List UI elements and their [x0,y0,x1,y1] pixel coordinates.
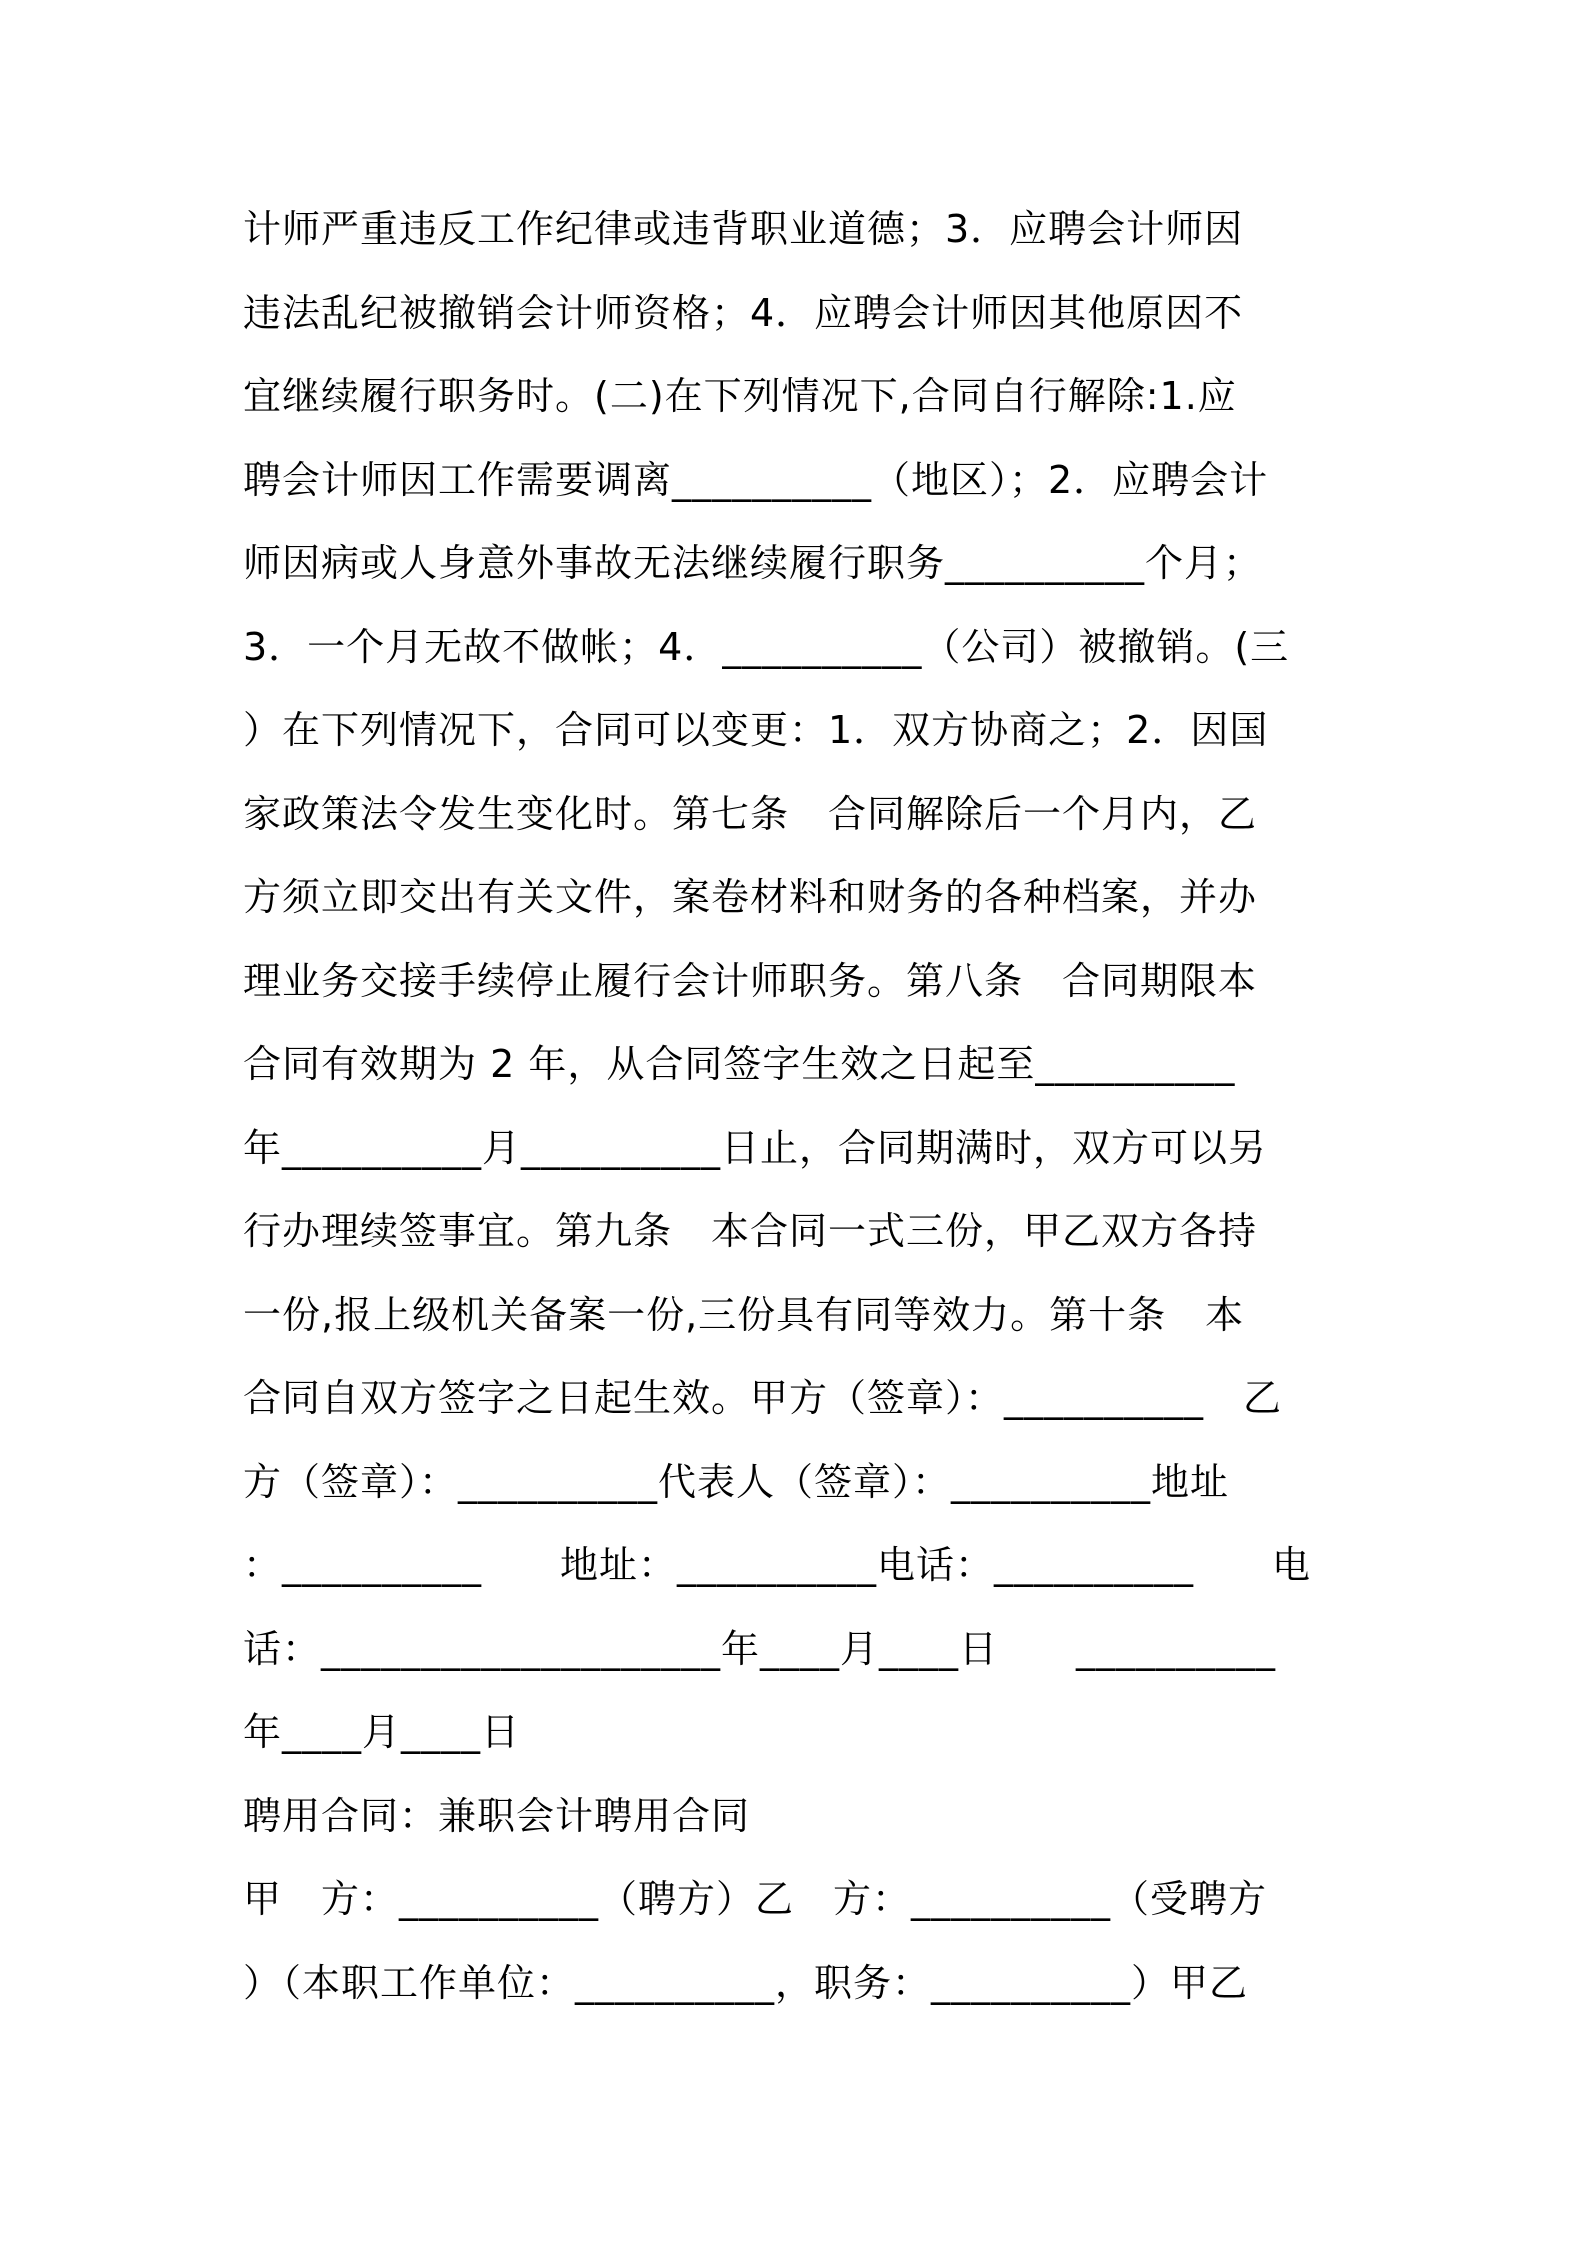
text-line: 聘会计师因工作需要调离__________（地区）；2．应聘会计 [243,457,1269,502]
text-line: 理业务交接手续停止履行会计师职务。第八条 合同期限本 [243,958,1258,1003]
text-line: ：__________ 地址：__________电话：__________ 电 [243,1543,1312,1587]
text-line: 行办理续签事宜。第九条 本合同一式三份，甲乙双方各持 [243,1209,1258,1253]
text-line: 年__________月__________日止，合同期满时，双方可以另 [243,1125,1268,1170]
text-line: 一份,报上级机关备案一份,三份具有同等效力。第十条 本 [243,1292,1245,1337]
text-line: 家政策法令发生变化时。第七条 合同解除后一个月内，乙 [243,791,1258,836]
text-line: ）（本职工作单位：__________，职务：__________）甲乙 [243,1960,1249,2005]
text-line: 年____月____日 [243,1710,521,1754]
text-line: 合同自双方签字之日起生效。甲方（签章）：__________ 乙 [243,1376,1283,1420]
text-line: 合同有效期为 2 年，从合同签字生效之日起至__________ [243,1042,1236,1086]
text-line: 方须立即交出有关文件，案卷材料和财务的各种档案，并办 [243,875,1258,919]
section-heading: 聘用合同：兼职会计聘用合同 [243,1793,751,1838]
text-line: ）在下列情况下，合同可以变更：1．双方协商之；2．因国 [243,708,1269,752]
text-line: 违法乱纪被撤销会计师资格；4．应聘会计师因其他原因不 [243,290,1244,335]
contract-text [243,188,1353,2025]
text-line: 方（签章）：__________代表人（签章）：__________地址 [243,1459,1230,1504]
text-line: 宜继续履行职务时。(二)在下列情况下,合同自行解除:1.应 [243,374,1237,418]
text-line: 3．一个月无故不做帐；4．__________（公司）被撤销。(三 [243,624,1290,669]
text-line: 话：____________________年____月____日 __________ [243,1626,1277,1671]
text-line: 计师严重违反工作纪律或违背职业道德；3．应聘会计师因 [243,207,1244,251]
text-line: 师因病或人身意外事故无法继续履行职务__________个月； [243,541,1263,585]
text-line: 甲 方：__________（聘方）乙 方：__________（受聘方 [243,1877,1268,1921]
